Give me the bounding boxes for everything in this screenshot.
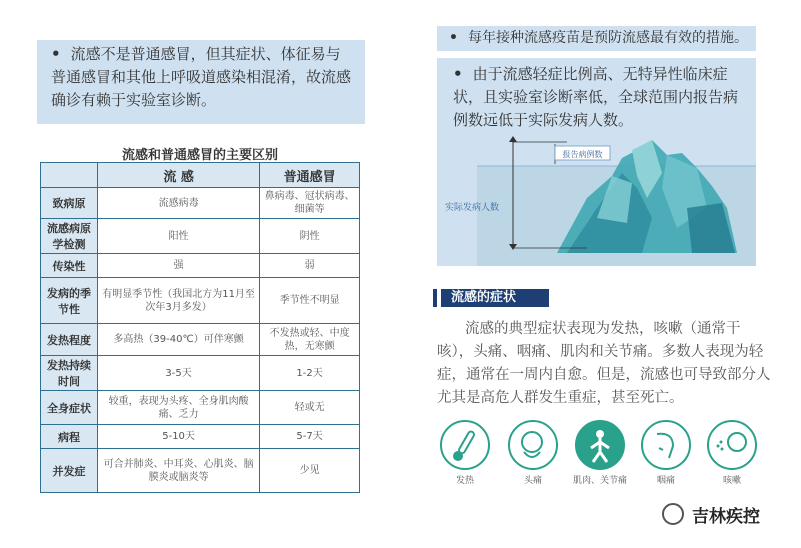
muscle-pain-icon xyxy=(575,420,625,470)
table-header-row xyxy=(41,163,360,188)
thermometer-icon xyxy=(440,420,490,470)
cold-cell: 1-2天 xyxy=(260,356,360,391)
headache-icon xyxy=(508,420,558,470)
watermark-text: 吉林疾控 xyxy=(692,506,760,527)
cold-cell: 弱 xyxy=(260,254,360,278)
cold-cell: 鼻病毒、冠状病毒、细菌等 xyxy=(260,188,360,219)
row-label: 病程 xyxy=(41,425,98,449)
info-text-left: 流感不是普通感冒，但其症状、体征易与普通感冒和其他上呼吸道感染相混淆，故流感确诊有赖于实验室诊断。 xyxy=(51,45,352,109)
flu-cell: 较重，表现为头疼、全身肌肉酸痛、乏力 xyxy=(98,391,260,425)
icon-label: 咽痛 xyxy=(656,476,675,486)
row-label: 传染性 xyxy=(41,254,98,278)
cold-cell: 5-7天 xyxy=(260,425,360,449)
actual-cases-label: 实际发病人数 xyxy=(445,203,500,213)
header-cold: 普通感冒 xyxy=(260,163,360,188)
cold-cell: 不发热或轻、中度热，无寒颤 xyxy=(260,324,360,356)
row-label: 发热持续时间 xyxy=(41,356,98,391)
vaccine-tip-box xyxy=(437,26,756,51)
cough-icon xyxy=(707,420,757,470)
wechat-icon xyxy=(662,503,684,525)
cold-cell: 少见 xyxy=(260,449,360,493)
comparison-table xyxy=(40,162,360,493)
sore-throat-icon xyxy=(641,420,691,470)
cold-cell: 季节性不明显 xyxy=(260,278,360,324)
bullet-icon: • xyxy=(51,45,61,63)
row-label: 致病原 xyxy=(41,188,98,219)
table-row xyxy=(41,425,360,449)
info-box-left xyxy=(37,40,365,124)
bullet-icon: • xyxy=(449,30,458,46)
iceberg-text: 由于流感轻症比例高、无特异性临床症状，且实验室诊断率低，全球范围内报告病例数远低于实际发病人数。 xyxy=(453,65,739,129)
table-title: 流感和普通感冒的主要区别 xyxy=(121,148,278,163)
flu-cell: 3-5天 xyxy=(98,356,260,391)
bullet-icon: • xyxy=(453,65,463,83)
table-row xyxy=(41,254,360,278)
header-empty xyxy=(41,163,98,188)
header-flu: 流 感 xyxy=(98,163,260,188)
flu-cell: 有明显季节性（我国北方为11月至次年3月多发） xyxy=(98,278,260,324)
row-label: 发热程度 xyxy=(41,324,98,356)
row-label: 发病的季节性 xyxy=(41,278,98,324)
icon-label: 肌肉、关节痛 xyxy=(572,476,627,486)
table-row xyxy=(41,188,360,219)
icon-label: 咳嗽 xyxy=(722,476,741,486)
icon-label: 发热 xyxy=(455,476,474,486)
iceberg-illustration xyxy=(437,58,756,266)
cold-cell: 轻或无 xyxy=(260,391,360,425)
vaccine-tip-text: 每年接种流感疫苗是预防流感最有效的措施。 xyxy=(467,30,748,46)
flu-cell: 5-10天 xyxy=(98,425,260,449)
flu-cell: 强 xyxy=(98,254,260,278)
table-row xyxy=(41,391,360,425)
table-row xyxy=(41,449,360,493)
symptoms-text: 流感的典型症状表现为发热，咳嗽（通常干咳），头痛、咽痛、肌肉和关节痛。多数人表现为轻症，通常在一周内自愈。但是，流感也可导致部分人尤其是高危人群发生重症，甚至死亡。 xyxy=(437,321,771,406)
table-row xyxy=(41,278,360,324)
flu-cell: 可合并肺炎、中耳炎、心肌炎、脑膜炎或脑炎等 xyxy=(98,449,260,493)
reported-cases-label: 报告病例数 xyxy=(562,150,603,159)
symptoms-heading: 流感的症状 xyxy=(437,289,549,307)
table-row xyxy=(41,324,360,356)
iceberg-box xyxy=(437,58,756,266)
watermark xyxy=(662,498,760,530)
table-row xyxy=(41,219,360,254)
row-label: 流感病原学检测 xyxy=(41,219,98,254)
row-label: 全身症状 xyxy=(41,391,98,425)
flu-cell: 阳性 xyxy=(98,219,260,254)
icon-label: 头痛 xyxy=(523,476,542,486)
cold-cell: 阴性 xyxy=(260,219,360,254)
table-row xyxy=(41,356,360,391)
flu-cell: 流感病毒 xyxy=(98,188,260,219)
flu-cell: 多高热（39-40℃）可伴寒颤 xyxy=(98,324,260,356)
row-label: 并发症 xyxy=(41,449,98,493)
